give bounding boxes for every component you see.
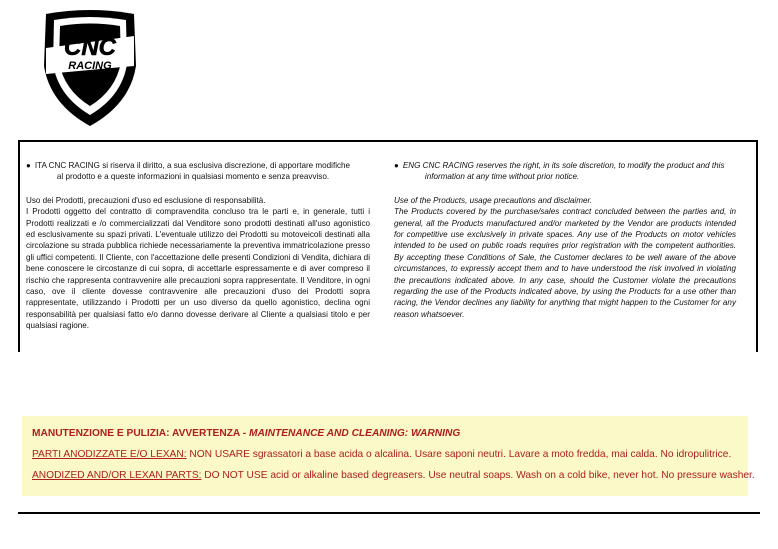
warning-title-english: MAINTENANCE AND CLEANING: WARNING bbox=[248, 428, 461, 439]
disclaimer-box bbox=[18, 140, 758, 352]
warning-italian-line bbox=[32, 449, 731, 460]
english-header bbox=[394, 160, 736, 183]
logo-text-cnc: CNC bbox=[64, 34, 116, 61]
english-subtitle: Use of the Products, usage precautions and disclaimer. bbox=[394, 195, 593, 205]
english-column bbox=[394, 160, 736, 320]
italian-header-line-1: ITA CNC RACING si riserva il diritto, a sua esclusiva discrezione, di apportare modifiche bbox=[34, 161, 351, 170]
bullet-icon: ● bbox=[26, 161, 31, 170]
warning-english-line bbox=[32, 470, 755, 481]
italian-column bbox=[26, 160, 370, 332]
english-header-line-2: information at any time without prior notice. bbox=[424, 172, 580, 182]
bullet-icon: ● bbox=[394, 161, 399, 170]
italian-body: I Prodotti oggetto del contratto di compravendita concluso tra le parti e, in generale, tutti i Prodotti realizzati e /o commercializzati dal Venditore sono prodotti destinati all'uso agonistico ed esclusivamente su spazi privati. L'eventuale utilizzo dei Prodotti su motoveicoli destinati alla circolazione su strada pubblica richiede necessariamente la preventiva immatricolazione presso gli uffici competenti. Il Cliente, con l'accettazione delle presenti Condizioni di Vendita, dichiara di bene conoscere le circostanze di cui sopra, di accettarle espressamente e di aver compreso il rischio che rappresenta contravvenire alle precauzioni sopra rappresentate. Il Venditore, in ogni caso, ove il cliente dovesse contravvenire alle precauzioni d'uso dei Prodotti sopra rappresentate, utilizzando i Prodotti per un uso diverso da quello agonistico, declina ogni responsabilità per qualsiasi fatto e/o danno dovesse derivare al Cliente a qualsiasi titolo e per qualsiasi ragione. bbox=[26, 207, 370, 331]
warning-title-italian: MANUTENZIONE E PULIZIA: AVVERTENZA - bbox=[32, 428, 249, 439]
italian-header-line-2: al prodotto e a queste informazioni in qualsiasi momento e senza preavviso. bbox=[56, 172, 330, 182]
english-body: The Products covered by the purchase/sales contract concluded between the parties and, in general, all the Products manufactured and/or marketed by the Vendor are products intended for competitive use exclusively in private spaces. Any use of the Products on motor vehicles intended to be used on public roads requires prior registration with the competent authorities. By accepting these Conditions of Sale, the Customer declares to be well aware of the above circumstances, to expressly accept them and to have understood the risk involved in violating the precautions indicated above. In any case, should the Customer violate the precautions regarding the use of the Products indicated above, by using the Products for a use other than racing, the Vendor declines any liability for anything that might happen to the Customer for any reason whatsoever. bbox=[394, 207, 736, 319]
bottom-divider bbox=[18, 512, 760, 514]
warning-english-label: ANODIZED AND/OR LEXAN PARTS: bbox=[32, 470, 202, 481]
cnc-racing-logo bbox=[38, 8, 142, 128]
logo-text-racing: RACING bbox=[68, 60, 112, 72]
italian-header bbox=[26, 160, 370, 183]
italian-subtitle: Uso dei Prodotti, precauzioni d'uso ed esclusione di responsabilità. bbox=[26, 195, 266, 205]
warning-italian-text: NON USARE sgrassatori a base acida o alcalina. Usare saponi neutri. Lavare a moto fredda, mai calda. No idropulitrice. bbox=[186, 449, 732, 460]
warning-italian-label: PARTI ANODIZZATE E/O LEXAN: bbox=[32, 449, 187, 460]
maintenance-warning-panel bbox=[22, 416, 755, 496]
warning-english-text: DO NOT USE acid or alkaline based degreasers. Use neutral soaps. Wash on a cold bike, never hot. No pressure washer. bbox=[201, 470, 755, 481]
warning-title bbox=[32, 428, 460, 439]
english-header-line-1: ENG CNC RACING reserves the right, in its sole discretion, to modify the product and this bbox=[402, 161, 725, 170]
